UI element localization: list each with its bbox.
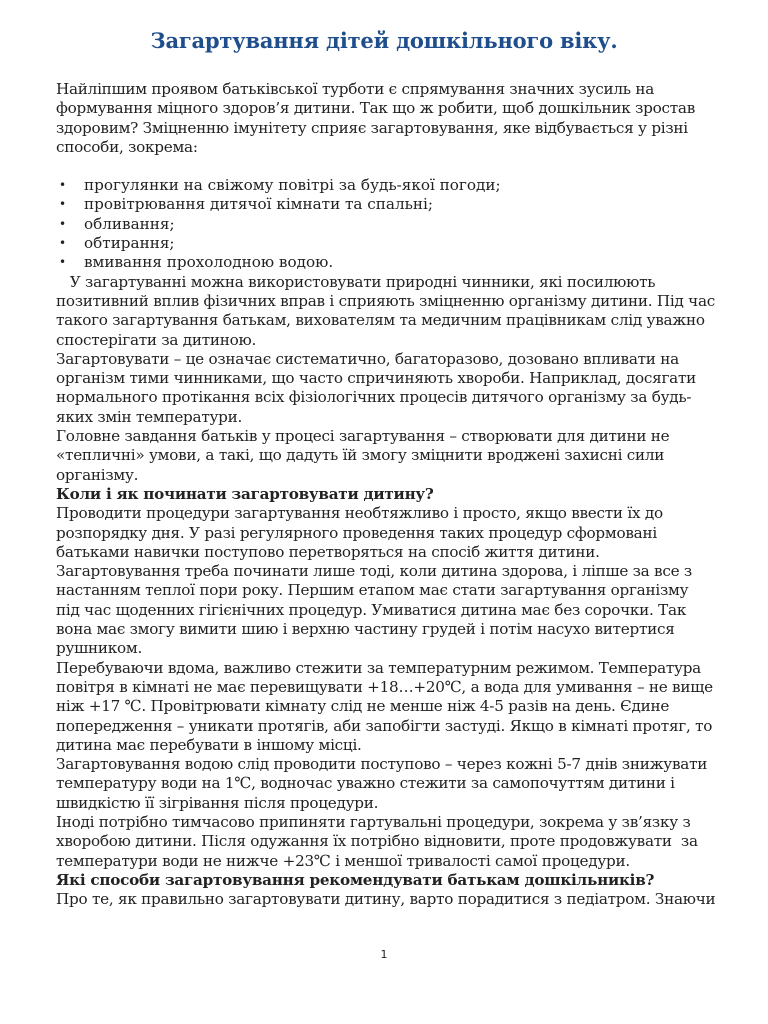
document-body (56, 80, 720, 909)
list-item: • прогулянки на свіжому повітрі за будь-якої погоди; (56, 176, 716, 195)
intro-paragraph: Найліпшим проявом батьківської турботи є спрямування значних зусиль на формування міцного здоров’я дитини. Так що ж робити, щоб дошкільник зростав здоровим? Зміцненню імунітету сприяє загартовування, яке відбувається у різні способи, зокрема: (56, 80, 696, 156)
list-item: • вмивання прохолодною водою. (56, 253, 716, 272)
document-title: Загартування дітей дошкільного віку. (150, 28, 618, 53)
section-heading: Які способи загартовування рекомендувати батькам дошкільників? (56, 870, 655, 889)
paragraph: Загартовування водою слід проводити поступово – через кожні 5-7 днів знижувати температуру води на 1℃, водночас уважно стежити за самопочуттям дитини і швидкістю її зігрівання після процедури. (56, 755, 708, 812)
list-item: • провітрювання дитячої кімнати та спальні; (56, 195, 716, 214)
page-number: 1 (380, 948, 388, 961)
paragraph: Загартовувати – це означає систематично, багаторазово, дозовано впливати на організм тими чинниками, що часто спричиняють хвороби. Наприклад, досягати нормального протікання всіх фізіологічних процесів дитячого організму за будь-яких змін температури. (56, 349, 696, 426)
list-item: • обливання; (56, 215, 716, 234)
methods-list (56, 176, 716, 272)
paragraph: Іноді потрібно тимчасово припиняти гартувальні процедури, зокрема у зв’язку з хворобою дитини. Після одужання їх потрібно відновити, проте продовжувати за температури води не нижче +23℃ і меншої тривалості самої процедури. (56, 812, 703, 870)
paragraph: Проводити процедури загартування необтяжливо і просто, якщо ввести їх до розпорядку дня. У разі регулярного проведення таких процедур сформовані батьками навички поступово перетворяться на спосіб життя дитини. (56, 504, 663, 561)
list-item: • обтирання; (56, 234, 716, 253)
paragraph: У загартуванні можна використовувати природні чинники, які посилюють позитивний вплив фізичних вправ і сприяють зміцненню організму дитини. Під час такого загартування батькам, вихователям та медичним працівникам слід уважно спостерігати за дитиною. (56, 272, 720, 349)
paragraph: Загартовування треба починати лише тоді, коли дитина здорова, і ліпше за все з настанням теплої пори року. Першим етапом має стати загартування організму під час щоденних гігієнічних процедур. Умиватися дитина має без сорочки. Так вона має змогу вимити шию і верхню частину грудей і потім насухо витертися рушником. (56, 562, 692, 658)
paragraph: Перебуваючи вдома, важливо стежити за температурним режимом. Температура повітря в кімнаті не має перевищувати +18…+20℃, а вода для умивання – не вище ніж +17 ℃. Провітрювати кімнату слід не менше ніж 4-5 разів на день. Єдине попередження – уникати протягів, аби запобігти застуді. Якщо в кімнаті протяг, то дитина має перебувати в іншому місці. (56, 658, 713, 754)
paragraph: Про те, як правильно загартовувати дитину, варто порадитися з педіатром. Знаючи (56, 890, 716, 909)
section-heading: Коли і як починати загартовувати дитину? (56, 484, 434, 503)
paragraph: Головне завдання батьків у процесі загартування – створювати для дитини не «тепличні» умови, а такі, що дадуть їй змогу зміцнити вроджені захисні сили організму. (56, 427, 670, 484)
